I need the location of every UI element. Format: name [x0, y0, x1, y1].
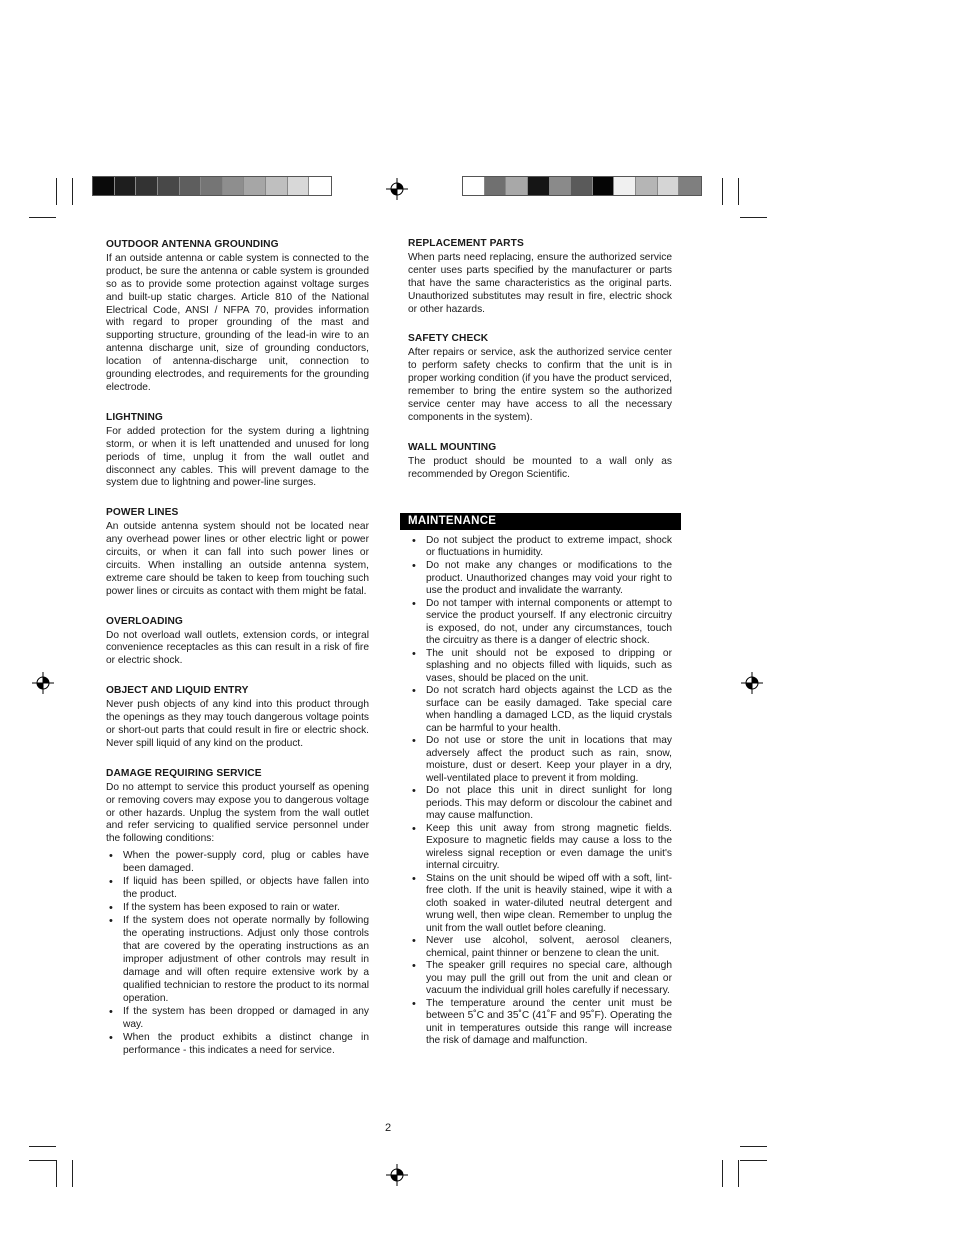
- crop-mark: [29, 1160, 56, 1161]
- color-swatch: [550, 177, 572, 195]
- list-item: • Stains on the unit should be wiped off with a soft, lint-free cloth. If the unit is heavily stained, wipe it with a cloth soaked in water-diluted neutral detergent and wrung well, then wipe clean. Remember to unplug the unit from the wall outlet before cleaning.: [409, 873, 672, 935]
- list-item: • When the product exhibits a distinct change in performance - this indicates a need for service.: [106, 1032, 369, 1058]
- condition-list: [106, 850, 369, 1057]
- maintenance-section: [409, 535, 672, 1048]
- maintenance-heading: MAINTENANCE: [400, 513, 681, 530]
- section-heading: OUTDOOR ANTENNA GROUNDING: [106, 239, 279, 250]
- crop-mark: [722, 178, 723, 205]
- section-body: The product should be mounted to a wall only as recommended by Oregon Scientific.: [408, 455, 672, 480]
- list-item: • Keep this unit away from strong magnetic fields. Exposure to magnetic fields may cause a loss to the wireless signal reception or even damage the unit's internal circuitry.: [409, 823, 672, 873]
- section-lightning: [106, 412, 369, 490]
- color-swatch: [180, 177, 202, 195]
- color-swatch: [506, 177, 528, 195]
- section-wall-mounting: [408, 442, 672, 482]
- color-bar-right: [462, 176, 702, 196]
- list-item: • Do not make any changes or modifications to the product. Unauthorized changes may void your right to use the product and invalidate the warranty.: [409, 560, 672, 597]
- crop-mark: [738, 1160, 739, 1187]
- list-item: • If the system has been exposed to rain or water.: [106, 902, 369, 915]
- color-swatch: [636, 177, 658, 195]
- section-overloading: [106, 616, 369, 669]
- color-swatch: [158, 177, 180, 195]
- list-item: • The temperature around the center unit must be between 5˚C and 35˚C (41˚F and 95˚F). Operating the unit in temperatures outside this range will increase the risk of damage and malfunction.: [409, 998, 672, 1048]
- section-body: After repairs or service, ask the authorized service center to perform safety checks to confirm that the unit is in proper working condition (if you have the product serviced, remember to bring the entire system so the authorized service center may have access to all the necessary components in the system).: [408, 347, 672, 423]
- section-safety-check: [408, 333, 672, 424]
- registration-mark-icon: [386, 178, 408, 200]
- section-heading: SAFETY CHECK: [408, 333, 489, 345]
- color-swatch: [223, 177, 245, 195]
- section-replacement-parts: [408, 238, 672, 316]
- left-column: [106, 239, 369, 1075]
- color-swatch: [571, 177, 593, 195]
- section-heading: WALL MOUNTING: [408, 441, 497, 453]
- color-swatch: [201, 177, 223, 195]
- section-heading: POWER LINES: [106, 507, 179, 519]
- color-swatch: [614, 177, 636, 195]
- crop-mark: [72, 1160, 73, 1187]
- crop-mark: [56, 178, 57, 205]
- crop-mark: [740, 217, 767, 218]
- registration-mark-icon: [32, 672, 54, 694]
- section-heading: OBJECT AND LIQUID ENTRY: [106, 685, 249, 697]
- section-body: An outside antenna system should not be located near any overhead power lines or other electric light or power circuits, or when it can fall into such power lines or circuits. When installing an outside antenna system, extreme care should be taken to keep from touching such power lines or circuits as contact with them might be fatal.: [106, 521, 369, 597]
- crop-mark: [722, 1160, 723, 1187]
- list-item: • Do not scratch hard objects against the LCD as the surface can be easily damaged. Take special care when handling a damaged LCD, as the liquid crystals can be harmful to your health.: [409, 685, 672, 735]
- page-number: 2: [385, 1122, 392, 1134]
- section-body: When parts need replacing, ensure the authorized service center uses parts specified by the manufacturer or parts that have the same characteristics as the original parts. Unauthorized substitutes may result in fire, electric shock or other hazards.: [408, 251, 672, 315]
- section-outdoor-antenna-grounding: [106, 239, 369, 395]
- crop-mark: [29, 1146, 56, 1147]
- list-item: • If liquid has been spilled, or objects have fallen into the product.: [106, 876, 369, 902]
- color-swatch: [679, 177, 701, 195]
- crop-mark: [29, 217, 56, 218]
- section-body: Never push objects of any kind into this product through the openings as they may touch dangerous voltage points or short-out parts that could result in fire or electric shock. Never spill liquid of any kind on the product.: [106, 699, 369, 749]
- color-swatch: [485, 177, 507, 195]
- list-item: • If the system has been dropped or damaged in any way.: [106, 1006, 369, 1032]
- section-body: If an outside antenna or cable system is connected to the product, be sure the antenna or cable system is grounded so as to provide some protection against voltage surges and built-up static charges. Article 810 of the National Electrical Code, ANSI / NFPA 70, provides information with regard to proper grounding of the mast and supporting structure, grounding of the lead-in wire to an antenna discharge unit, size of grounding conductors, location of antenna-discharge unit, connection to grounding electrodes, and requirements for the grounding electrode.: [106, 252, 369, 393]
- list-item: • If the system does not operate normally by following the operating instructions. Adjust only those controls that are covered by the operating instructions as an improper adjustment of other controls may result in damage and will often require extensive work by a qualified technician to restore the product to its normal operation.: [106, 915, 369, 1005]
- maintenance-list: [409, 535, 672, 1048]
- crop-mark: [740, 1160, 767, 1161]
- color-swatch: [244, 177, 266, 195]
- list-item: • The unit should not be exposed to dripping or splashing and no objects filled with liquids, such as vases, should be placed on the unit.: [409, 648, 672, 685]
- list-item: • When the power-supply cord, plug or cables have been damaged.: [106, 850, 369, 876]
- section-body: Do not overload wall outlets, extension cords, or integral convenience receptacles as this can result in a risk of fire or electric shock.: [106, 629, 369, 667]
- crop-mark: [740, 1146, 767, 1147]
- color-swatch: [463, 177, 485, 195]
- crop-mark: [56, 1160, 57, 1187]
- color-swatch: [115, 177, 137, 195]
- list-item: • Do not use or store the unit in locations that may adversely affect the product such as rain, snow, moisture, dust or desert. Keep your player in a dry, well-ventilated place to prevent it from molding.: [409, 735, 672, 785]
- registration-mark-icon: [386, 1164, 408, 1186]
- section-body: Do no attempt to service this product yourself as opening or removing covers may expose you to dangerous voltage or other hazards. Unplug the system from the wall outlet and refer servicing to qualified service personnel under the following conditions:: [106, 781, 369, 845]
- color-swatch: [266, 177, 288, 195]
- registration-mark-icon: [741, 672, 763, 694]
- section-body: For added protection for the system during a lightning storm, or when it is left unattended and unused for long periods of time, unplug it from the wall outlet and disconnect any cables. This will prevent damage to the system due to lightning and power-line surges.: [106, 425, 369, 489]
- list-item: • Do not place this unit in direct sunlight for long periods. This may deform or discolour the cabinet and may cause malfunction.: [409, 785, 672, 822]
- color-swatch: [528, 177, 550, 195]
- color-swatch: [658, 177, 680, 195]
- section-heading: DAMAGE REQUIRING SERVICE: [106, 767, 262, 779]
- section-heading: REPLACEMENT PARTS: [408, 238, 524, 249]
- list-item: • Do not tamper with internal components or attempt to service the product yourself. If any electronic circuitry is exposed, do not, under any circumstances, touch the circuitry as there is a danger of electric shock.: [409, 598, 672, 648]
- section-damage-requiring-service: [106, 768, 369, 1058]
- section-heading: OVERLOADING: [106, 615, 183, 627]
- list-item: • Do not subject the product to extreme impact, shock or fluctuations in humidity.: [409, 535, 672, 560]
- list-item: • Never use alcohol, solvent, aerosol cleaners, chemical, paint thinner or benzene to clean the unit.: [409, 935, 672, 960]
- section-power-lines: [106, 507, 369, 598]
- crop-mark: [72, 178, 73, 205]
- section-heading: LIGHTNING: [106, 411, 163, 423]
- color-bar-left: [92, 176, 332, 196]
- color-swatch: [93, 177, 115, 195]
- color-swatch: [309, 177, 331, 195]
- right-column: [408, 238, 672, 499]
- color-swatch: [288, 177, 310, 195]
- crop-mark: [738, 178, 739, 205]
- color-swatch: [593, 177, 615, 195]
- section-object-liquid-entry: [106, 685, 369, 751]
- list-item: • The speaker grill requires no special care, although you may pull the grill out from the unit and clean or vacuum the individual grill holes carefully if necessary.: [409, 960, 672, 997]
- color-swatch: [136, 177, 158, 195]
